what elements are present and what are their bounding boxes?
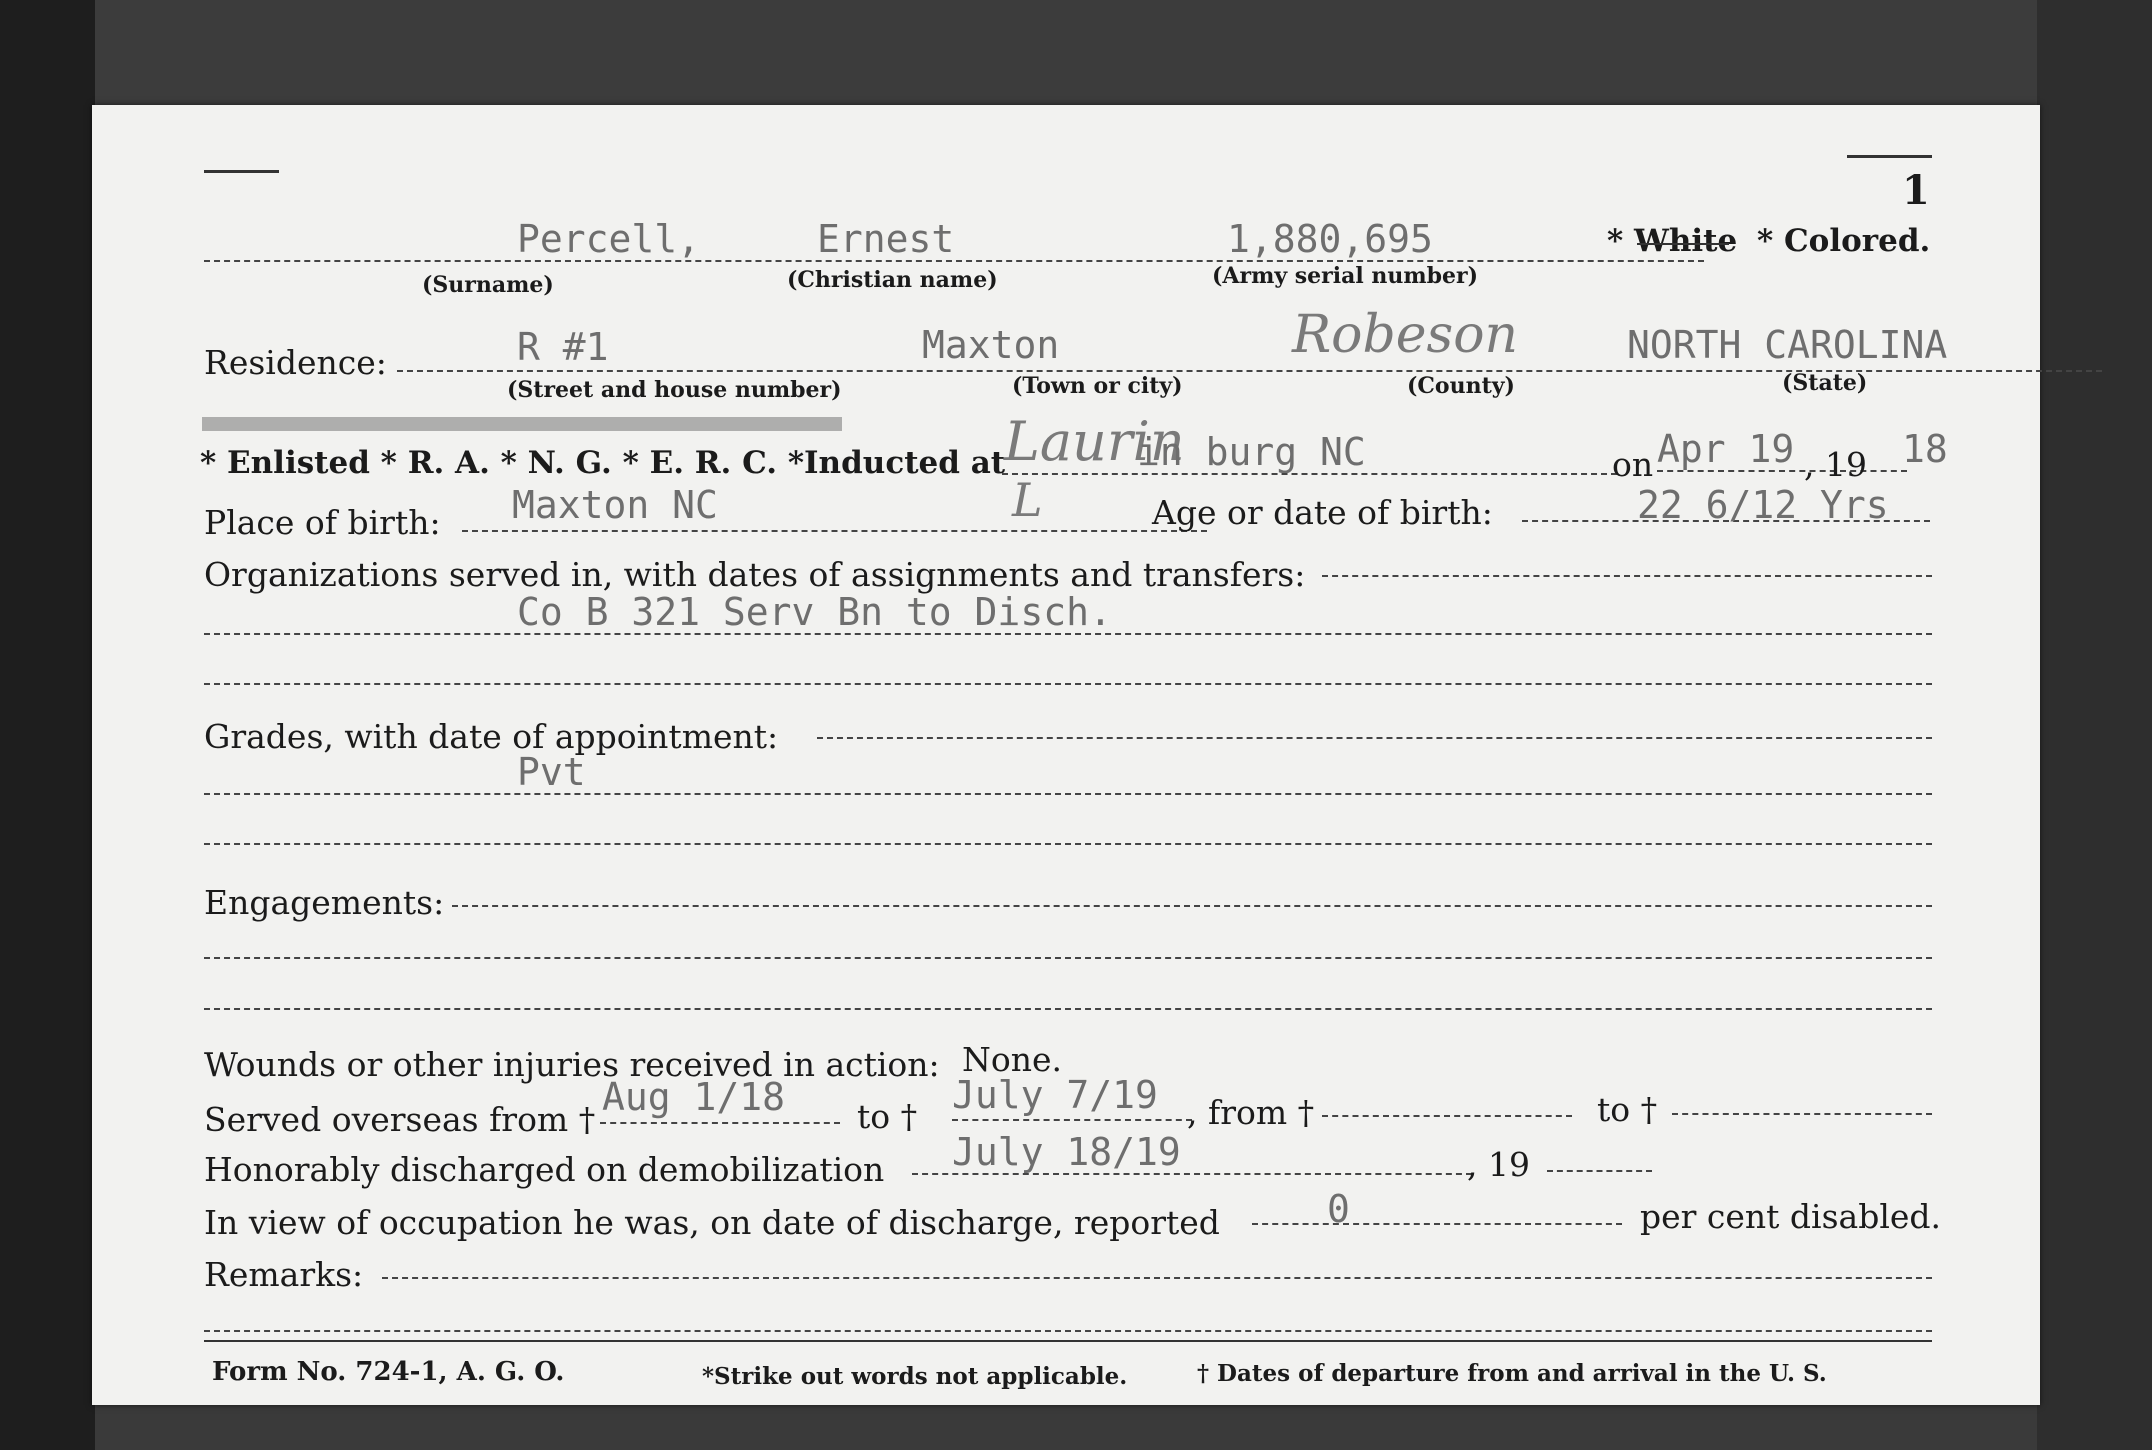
scan-background-top <box>0 0 2152 105</box>
engagements-line-2 <box>204 957 1932 959</box>
residence-label: Residence: <box>204 343 387 382</box>
birthplace-label: Place of birth: <box>204 503 441 542</box>
organizations-line-1 <box>1322 575 1932 577</box>
disability-suffix: per cent disabled. <box>1640 1197 1942 1236</box>
street-value: R #1 <box>517 325 609 369</box>
induction-place-handwritten: Laurin <box>1004 410 1185 473</box>
serial-number-caption: (Army serial number) <box>1212 263 1479 289</box>
white-label: * White <box>1607 223 1738 259</box>
induction-place-line <box>1002 473 1617 475</box>
white-strike-line <box>1637 243 1729 245</box>
remarks-line-2 <box>204 1330 1932 1332</box>
remarks-line-1 <box>382 1277 1932 1279</box>
christian-name-value: Ernest <box>817 217 955 261</box>
organizations-line-2 <box>204 633 1932 635</box>
year-prefix-label: , 19 <box>1804 445 1867 484</box>
grade-value: Pvt <box>517 750 586 794</box>
birthplace-handwritten-mark: L <box>1012 473 1043 527</box>
overseas-from-value: Aug 1/18 <box>602 1075 786 1119</box>
discharge-year-prefix: , 19 <box>1467 1145 1530 1184</box>
overseas-to-value: July 7/19 <box>952 1073 1158 1117</box>
scan-background-right <box>2037 0 2152 1450</box>
overseas-to-line-2 <box>1672 1113 1932 1115</box>
organization-value: Co B 321 Serv Bn to Disch. <box>517 590 1112 634</box>
footer-rule <box>204 1340 1932 1342</box>
state-value: NORTH CAROLINA <box>1627 323 1948 367</box>
colored-label: * Colored. <box>1757 223 1931 259</box>
organizations-line-3 <box>204 683 1932 685</box>
wounds-label: Wounds or other injuries received in action: <box>204 1045 940 1084</box>
strike-note: *Strike out words not applicable. <box>702 1363 1128 1390</box>
to-label: to † <box>857 1097 918 1136</box>
overseas-from-line <box>600 1122 840 1124</box>
discharge-date-line <box>912 1173 1472 1175</box>
wounds-value: None. <box>962 1040 1063 1079</box>
top-right-rule <box>1847 155 1932 158</box>
grades-line-1 <box>817 737 1932 739</box>
remarks-label: Remarks: <box>204 1255 364 1294</box>
town-value: Maxton <box>922 323 1060 367</box>
age-label: Age or date of birth: <box>1152 493 1493 532</box>
county-value: Robeson <box>1292 305 1519 365</box>
disability-label: In view of occupation he was, on date of discharge, reported <box>204 1203 1220 1242</box>
discharge-year-line <box>1547 1170 1652 1172</box>
overseas-label: Served overseas from † <box>204 1100 596 1139</box>
form-number: Form No. 724-1, A. G. O. <box>212 1357 565 1387</box>
enlistment-type-label: * Enlisted * R. A. * N. G. * E. R. C. *Inducted at <box>200 445 1006 481</box>
enlistment-strike-smudge <box>202 417 842 431</box>
induction-date-line <box>1657 470 1907 472</box>
town-caption: (Town or city) <box>1012 373 1183 399</box>
serial-number-value: 1,880,695 <box>1227 217 1433 261</box>
grades-line-2 <box>204 793 1932 795</box>
on-label: on <box>1612 445 1654 484</box>
discharge-label: Honorably discharged on demobilization <box>204 1150 885 1189</box>
engagements-line-1 <box>452 905 1932 907</box>
overseas-from-line-2 <box>1322 1115 1572 1117</box>
top-left-rule <box>204 170 279 173</box>
engagements-label: Engagements: <box>204 883 445 922</box>
street-caption: (Street and house number) <box>507 377 842 403</box>
county-caption: (County) <box>1407 373 1515 399</box>
disability-value: 0 <box>1327 1187 1350 1231</box>
scan-background-left <box>0 0 95 1450</box>
grades-label: Grades, with date of appointment: <box>204 717 779 756</box>
birthplace-value: Maxton NC <box>512 483 718 527</box>
service-record-card <box>92 105 2040 1405</box>
dates-note: † Dates of departure from and arrival in the U. S. <box>1197 1360 1827 1387</box>
age-value: 22 6/12 Yrs <box>1637 483 1889 527</box>
page-number: 1 <box>1902 167 1930 214</box>
induction-place-value: in burg NC <box>1137 430 1366 474</box>
induction-date-value: Apr 19 <box>1657 427 1795 471</box>
disability-line <box>1252 1223 1622 1225</box>
engagements-line-3 <box>204 1008 1932 1010</box>
state-caption: (State) <box>1782 370 1868 396</box>
organizations-label: Organizations served in, with dates of assignments and transfers: <box>204 555 1306 594</box>
christian-name-caption: (Christian name) <box>787 267 998 293</box>
discharge-date-value: July 18/19 <box>952 1130 1181 1174</box>
surname-value: Percell, <box>517 217 701 261</box>
to-label-2: to † <box>1597 1090 1658 1129</box>
birthplace-line <box>462 530 1207 532</box>
overseas-to-line <box>952 1119 1192 1121</box>
induction-year-value: 18 <box>1902 427 1948 471</box>
grades-line-3 <box>204 843 1932 845</box>
from-label-2: , from † <box>1187 1093 1315 1132</box>
surname-caption: (Surname) <box>422 272 554 298</box>
